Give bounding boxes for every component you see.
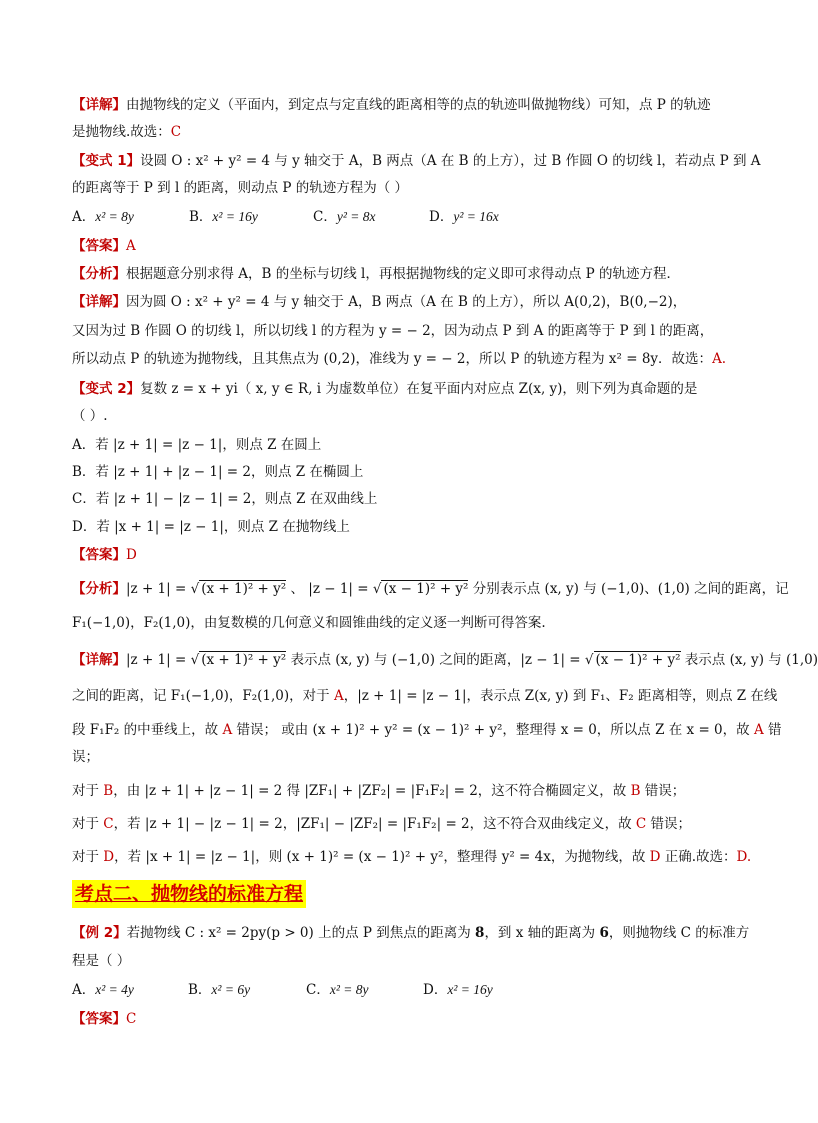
variant2-detail-b: 对于 B，由 |z + 1| + |z − 1| = 2 得 |ZF₁| + |ZF₂| = |F₁F₂| = 2，这不符合椭圆定义，故 B 错误； (72, 783, 686, 799)
section-title: 考点二、抛物线的标准方程 (72, 880, 306, 908)
variant2-detail-d: 对于 D，若 |x + 1| = |z − 1|，则 (x + 1)² = (x − 1)² + y²，整理得 y² = 4x，为抛物线，故 D 正确.故选：D. (72, 849, 752, 865)
variant1-answer: 【答案】A (72, 238, 136, 254)
variant1-question-2: 的距离等于 P 到 l 的距离，则动点 P 的轨迹方程为（ ） (72, 180, 409, 196)
example2-answer: 【答案】C (72, 1011, 137, 1027)
variant1-option-a: A．x² = 8y (72, 209, 134, 225)
example2-option-b: B．x² = 6y (188, 982, 251, 998)
variant1-detail-2: 又因为过 B 作圆 O 的切线 l，所以切线 l 的方程为 y = − 2，因为动点 P 到 A 的距离等于 P 到 l 的距离， (72, 323, 714, 339)
variant2-line-1: 【变式 2】复数 z = x + yi（ x, y ∈ R, i 为虚数单位）在复平面内对应点 Z(x, y)，则下列为真命题的是 (72, 381, 698, 397)
variant2-answer-value: D (126, 547, 137, 563)
variant2-analysis-2: F₁(−1,0)，F₂(1,0)，由复数模的几何意义和圆锥曲线的定义逐一判断可得答案. (72, 615, 546, 631)
example2-options (72, 979, 493, 1001)
variant2-option-a: A．若 |z + 1| = |z − 1|，则点 Z 在圆上 (72, 437, 322, 453)
example2-option-a: A．x² = 4y (72, 982, 134, 998)
variant2-detail-c: 对于 C，若 |z + 1| − |z − 1| = 2，|ZF₁| − |ZF₂| = |F₁F₂| = 2，这不符合双曲线定义，故 C 错误； (72, 816, 692, 832)
variant1-question: 设圆 O : x² + y² = 4 与 y 轴交于 A，B 两点（A 在 B 的上方），过 B 作圆 O 的切线 l，若动点 P 到 A (140, 153, 761, 169)
variant1-analysis: 【分析】根据题意分别求得 A，B 的坐标与切线 l，再根据抛物线的定义即可求得动点 P 的轨迹方程． (72, 266, 681, 282)
variant2-option-b: B．若 |z + 1| + |z − 1| = 2，则点 Z 在椭圆上 (72, 464, 364, 480)
example2-option-c: C．x² = 8y (306, 982, 369, 998)
variant2-tag: 【变式 2】 (72, 381, 141, 397)
variant1-line-1 (72, 150, 761, 172)
variant2-option-c: C．若 |z + 1| − |z − 1| = 2，则点 Z 在双曲线上 (72, 491, 378, 507)
variant2-detail-3: 段 F₁F₂ 的中垂线上，故 A 错误； 或由 (x + 1)² + y² = (x − 1)² + y²，整理得 x = 0，所以点 Z 在 x = 0，故 A 错 (72, 722, 782, 738)
variant2-line-2: （ ）. (72, 408, 108, 424)
variant1-line-2 (72, 177, 408, 199)
detail-text: 由抛物线的定义（平面内，到定点与定直线的距离相等的点的轨迹叫做抛物线）可知，点 P 的轨迹 (126, 97, 711, 113)
detail-choice: C (170, 124, 182, 140)
detail-tag: 【详解】 (72, 97, 126, 113)
variant2-detail-2: 之间的距离，记 F₁(−1,0)，F₂(1,0)，对于 A，|z + 1| = |z − 1|，表示点 Z(x, y) 到 F₁、F₂ 距离相等，则点 Z 在线 (72, 688, 778, 704)
variant2-answer: 【答案】D (72, 547, 137, 563)
variant2-detail-4: 误； (72, 749, 99, 765)
detail-text-2: 是抛物线.故选： (72, 124, 171, 140)
detail-line-2 (72, 121, 181, 143)
variant2-option-d: D．若 |x + 1| = |z − 1|，则点 Z 在抛物线上 (72, 519, 350, 535)
variant1-options (72, 206, 499, 228)
variant1-tag: 【变式 1】 (72, 153, 141, 169)
variant2-detail-1: 【详解】|z + 1| = √ (x + 1)² + y² 表示点 (x, y) 与 (−1,0) 之间的距离，|z − 1| = √ (x − 1)² + y² 表示点 (x, y) 与 (1,0) (72, 652, 818, 668)
example2-tag: 【例 2】 (72, 925, 127, 941)
variant1-detail-1: 【详解】因为圆 O : x² + y² = 4 与 y 轴交于 A，B 两点（A 在 B 的上方），所以 A(0,2)，B(0,−2)， (72, 294, 687, 310)
variant1-option-c: C．y² = 8x (313, 209, 376, 225)
example2-option-d: D．x² = 16y (423, 982, 493, 998)
variant1-option-b: B．x² = 16y (189, 209, 258, 225)
example2-answer-value: C (126, 1011, 137, 1027)
variant2-analysis-1: 【分析】|z + 1| = √ (x + 1)² + y² 、 |z − 1| = √ (x − 1)² + y² 分别表示点 (x, y) 与 (−1,0)、(1,0) 之间的距离，记 (72, 581, 789, 597)
example2-line-1: 【例 2】若抛物线 C : x² = 2py(p > 0) 上的点 P 到焦点的距离为 8，到 x 轴的距离为 6，则抛物线 C 的标准方 (72, 925, 750, 941)
example2-line-2: 程是（ ） (72, 953, 131, 969)
variant1-answer-value: A (126, 238, 136, 254)
variant1-final-choice: A. (712, 351, 727, 367)
variant1-analysis-text: 根据题意分别求得 A，B 的坐标与切线 l，再根据抛物线的定义即可求得动点 P 的轨迹方程． (126, 266, 681, 282)
detail-line-1 (72, 94, 711, 116)
variant1-option-d: D．y² = 16x (429, 209, 499, 225)
variant1-detail-3: 所以动点 P 的轨迹为抛物线，且其焦点为 (0,2)，准线为 y = − 2，所以 P 的轨迹方程为 x² = 8y．故选：A. (72, 351, 727, 367)
